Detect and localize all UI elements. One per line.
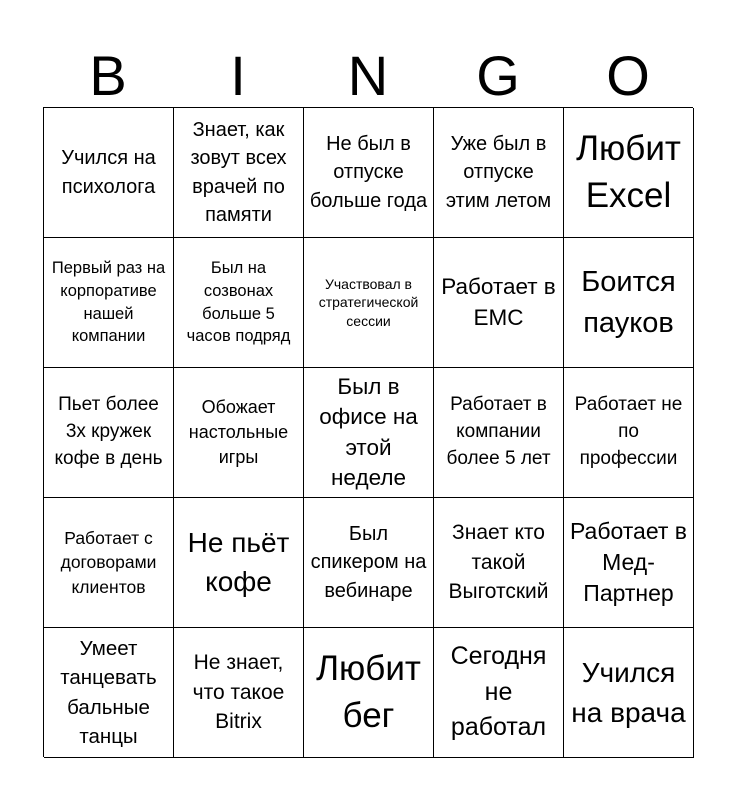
cell-text: Любит бег	[316, 649, 421, 735]
header-letter-o: O	[606, 44, 650, 107]
bingo-cell[interactable]	[174, 238, 304, 368]
bingo-grid	[43, 107, 693, 757]
bingo-cell[interactable]	[174, 628, 304, 758]
cell-text: Любит Excel	[576, 129, 681, 215]
cell-text: Учился на психолога	[61, 147, 156, 198]
cell-text: Пьет более 3х кружек кофе в день	[54, 394, 163, 469]
cell-text: Был на созвонах больше 5 часов подряд	[186, 258, 291, 346]
cell-text: Первый раз на корпоративе нашей компании	[51, 258, 166, 346]
bingo-cell[interactable]	[174, 498, 304, 628]
bingo-cell[interactable]	[304, 238, 434, 368]
cell-text: Был в офисе на этой неделе	[319, 373, 418, 490]
bingo-cell[interactable]	[564, 628, 694, 758]
bingo-cell[interactable]	[434, 498, 564, 628]
cell-text: Работает не по профессии	[574, 394, 683, 469]
bingo-cell[interactable]	[564, 238, 694, 368]
header-letter-n: N	[347, 44, 389, 107]
cell-text: Боится пауков	[581, 266, 676, 339]
header-letter-i: I	[230, 44, 246, 107]
cell-text: Не пьёт кофе	[187, 526, 290, 597]
cell-text: Работает в компании более 5 лет	[446, 394, 551, 469]
bingo-cell[interactable]	[304, 108, 434, 238]
bingo-header	[43, 44, 693, 108]
bingo-cell[interactable]	[44, 368, 174, 498]
cell-text: Знает, как зовут всех врачей по памяти	[190, 118, 287, 226]
bingo-cell[interactable]	[44, 628, 174, 758]
bingo-cell[interactable]	[434, 628, 564, 758]
cell-text: Не знает, что такое Bitrix	[192, 650, 285, 734]
bingo-cell[interactable]	[174, 108, 304, 238]
cell-text: Работает в ЕМС	[441, 274, 556, 330]
bingo-cell[interactable]	[174, 368, 304, 498]
cell-text: Работает с договорами клиентов	[60, 528, 157, 597]
bingo-cell[interactable]	[304, 498, 434, 628]
cell-text: Знает кто такой Выготский	[448, 520, 549, 604]
header-letter-g: G	[476, 44, 520, 107]
cell-text: Участвовал в стратегической сессии	[318, 276, 419, 329]
bingo-cell[interactable]	[44, 108, 174, 238]
cell-text: Работает в Мед-Партнер	[569, 517, 688, 607]
cell-text: Сегодня не работал	[450, 642, 547, 742]
cell-text: Обожает настольные игры	[188, 397, 289, 467]
bingo-cell[interactable]	[304, 368, 434, 498]
bingo-cell[interactable]	[304, 628, 434, 758]
bingo-cell[interactable]	[564, 498, 694, 628]
bingo-cell[interactable]	[564, 368, 694, 498]
bingo-cell[interactable]	[434, 368, 564, 498]
cell-text: Был спикером на вебинаре	[310, 522, 427, 602]
cell-text: Умеет танцевать бальные танцы	[60, 637, 157, 748]
cell-text: Учился на врача	[571, 657, 686, 728]
bingo-cell[interactable]	[434, 238, 564, 368]
cell-text: Не был в отпуске больше года	[309, 132, 428, 212]
bingo-cell[interactable]	[44, 238, 174, 368]
bingo-cell[interactable]	[44, 498, 174, 628]
header-letter-b: B	[89, 44, 127, 107]
bingo-cell[interactable]	[564, 108, 694, 238]
bingo-cell[interactable]	[434, 108, 564, 238]
cell-text: Уже был в отпуске этим летом	[445, 132, 552, 212]
